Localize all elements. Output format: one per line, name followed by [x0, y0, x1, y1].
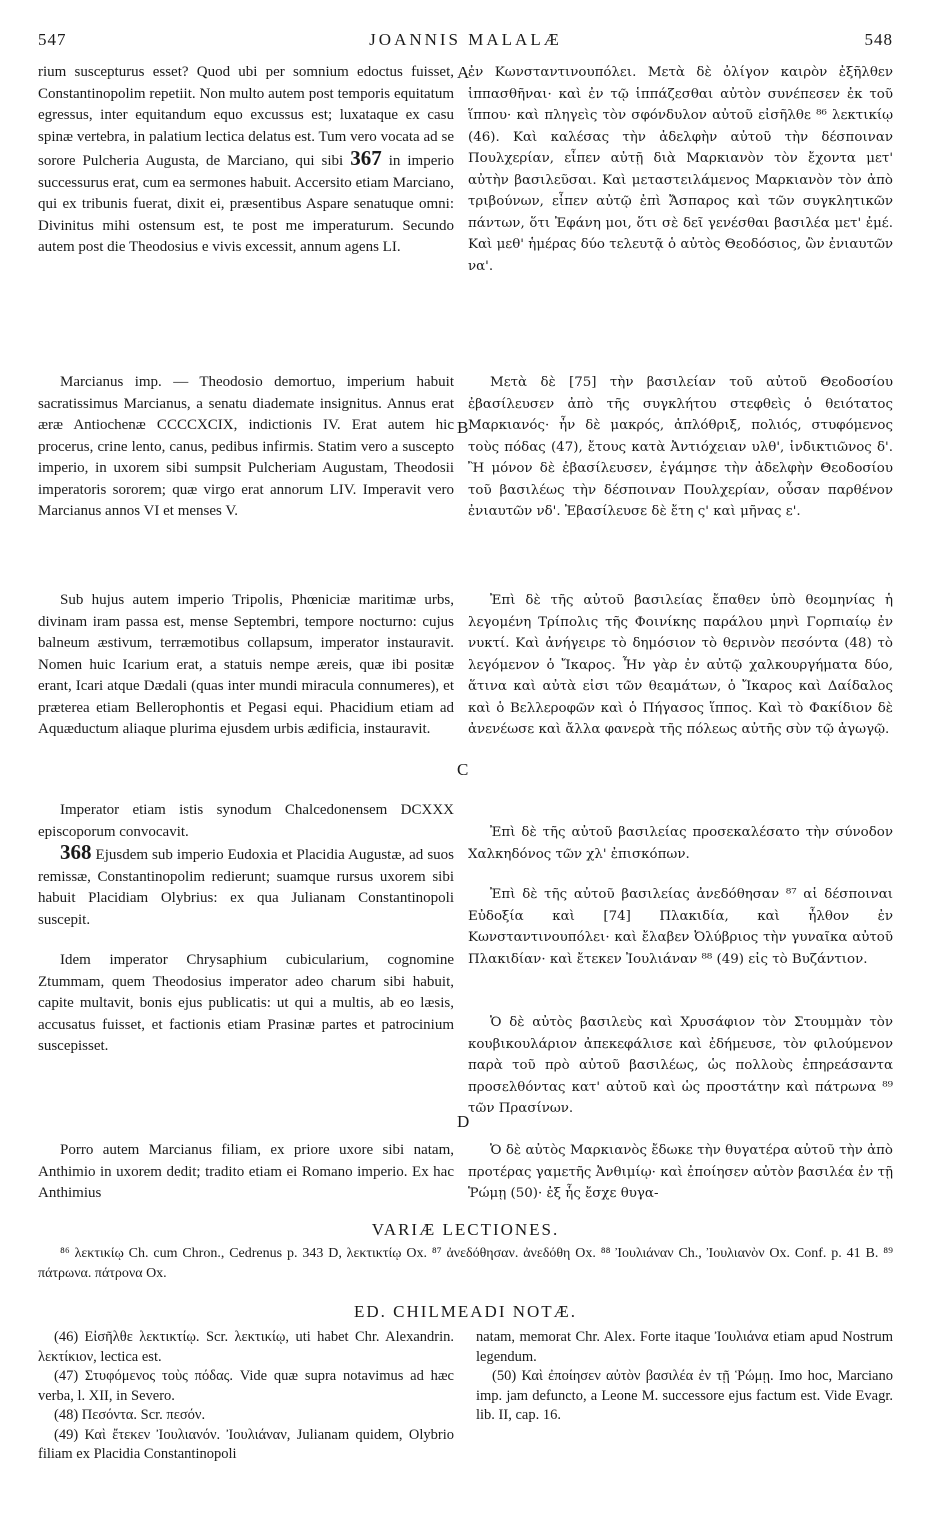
latin-paragraph-1 — [38, 62, 454, 259]
latin-text-1: rium suscepturus esset? Quod ubi per somnium edoctus fuisset, Constantinopolim repetiit. Non multo autem post temporis equitatum egressus, inter equitandum equo excussus est; luxataque ex casu spinæ vertebra, in palatium lectica delatus est. Tum vero vocata ad se sorore Pulcheria Augusta, de Marciano, qui sibi — [38, 64, 454, 169]
margin-marker-d: D — [457, 1112, 470, 1131]
latin-paragraph-3: Sub hujus autem imperio Tripolis, Phœniciæ maritimæ urbs, divinam iram passa est, mense Septembri, tempore nocturno: cujus balneum æstivum, terræmotibus collapsum, imperator instauravit. Nomen huic Icarium erat, a statuis nempe æreis, quæ ibi positæ erant, Icari atque Dædali (quas inter mundi miracula connumeres), et præterea etiam Bellerophontis et Pegasi equi. Phacidium etiam ad Aquæductum aliaque plurima ejusdem urbis ædificia, instauravit. — [38, 592, 454, 737]
note-47: (47) Στυφόμενος τοὺς πόδας. Vide quæ supra notavimus ad hæc verba, l. XII, in Severo. — [38, 1368, 454, 1404]
note-49: (49) Καὶ ἔτεκεν Ἰουλιανόν. Ἰουλιάναν, Julianam quidem, Olybrio filiam ex Placidia Constantinopoli — [38, 1426, 454, 1462]
page-number-right: 548 — [864, 30, 893, 49]
latin-column — [38, 62, 454, 1227]
margin-marker-b: B — [457, 418, 469, 437]
note-49-continued: natam, memorat Chr. Alex. Forte itaque Ἰουλιάνα etiam apud Nostrum legendum. — [476, 1329, 893, 1365]
latin-text-5: Ejusdem sub imperio Eudoxia et Placidia Augustæ, ad suos remissæ, Constantinopolim redierunt; suamque rursus uxorem sibi habuit Placidiam Olybrius: ex qua Julianam Constantinopoli suscepit. — [38, 847, 454, 928]
greek-paragraph-4: Ἐπὶ δὲ τῆς αὐτοῦ βασιλείας προσεκαλέσατο τὴν σύνοδον Χαλκηδόνος τῶν χλ' ἐπισκόπων. — [468, 825, 893, 862]
latin-paragraph-6: Idem imperator Chrysaphium cubicularium, cognomine Ztummam, quem Theodosius imperator adeo charum sibi habuit, capite multavit, bonis ejus publicatis: ut qui a multis, ab eo læsis, accusatus fuisset, et factionis etiam Prasinæ partes et patrocinium suscepisset. — [38, 952, 454, 1054]
latin-paragraph-5 — [38, 842, 454, 931]
notae-left-column — [38, 1328, 454, 1465]
greek-paragraph-6: Ὁ δὲ αὐτὸς βασιλεὺς καὶ Χρυσάφιον τὸν Στουμμὰν τὸν κουβικουλάριον ἀπεκεφάλισε καὶ ἐδήμευσε, τὸν φιλούμενον παρὰ τοῦ πρὸ αὐτοῦ βασιλέως, ὡς πολλοὺς ἐπηρεάσαντα προσελθόντας κατ' αὐτοῦ καὶ ὡς προστάτην καὶ πάτρωνα ⁸⁹ τῶν Πρασίνων. — [468, 1015, 893, 1116]
note-50: (50) Καὶ ἐποίησεν αὐτὸν βασιλέα ἐν τῇ Ῥώμῃ. Imo hoc, Marciano imp. jam defuncto, a Leone M. successore ejus factum est. Vide Evagr. lib. II, cap. 16. — [476, 1368, 893, 1423]
section-number-367: 367 — [350, 146, 382, 170]
section-number-368: 368 — [60, 840, 92, 864]
margin-marker-c: C — [457, 760, 469, 779]
margin-marker-a: A — [457, 63, 470, 82]
latin-paragraph-2: Marcianus imp. — Theodosio demortuo, imperium habuit sacratissimus Marcianus, a senatu diademate insignitus. Annus erat æræ Antiochenæ CCCCXCIX, indictionis IV. Erat autem hic procerus, crine lento, canus, pedibus infirmis. Statim vero a suscepto imperio, in uxorem sibi sumpsit Pulcheriam Augustam, Theodosii imperatoris sororem; quæ virgo erat annorum LIV. Imperavit vero Marcianus annos VI et menses V. — [38, 374, 454, 519]
greek-paragraph-2: Μετὰ δὲ [75] τὴν βασιλείαν τοῦ αὐτοῦ Θεοδοσίου ἐβασίλευσεν ἀπὸ τῆς συγκλήτου στεφθεὶς ὁ θειότατος Μαρκιανός· ἦν δὲ μακρός, ἁπλόθριξ, πολιός, στυφόμενος τοὺς πόδας (47), ἔτους κατὰ Ἀντιόχειαν υλθ', ἰνδικτιῶνος δ'. Ἢ μόνον δὲ ἐβασίλευσεν, ἐγάμησε τὴν ἀδελφὴν Θεοδοσίου τοῦ βασιλέως τὴν δέσποιναν Πουλχερίαν, οὖσαν παρθένον ἐνιαυτῶν νδ'. Ἐβασίλευσε δὲ ἔτη ς' καὶ μῆνας ε'. — [468, 375, 893, 519]
latin-paragraph-4: Imperator etiam istis synodum Chalcedonensem DCXXX episcoporum convocavit. — [38, 802, 454, 840]
greek-column — [468, 62, 893, 1227]
latin-paragraph-7: Porro autem Marcianus filiam, ex priore uxore sibi natam, Anthimio in uxorem dedit; tradito etiam ei Romano imperio. Ex hac Anthimius — [38, 1142, 454, 1201]
greek-paragraph-1: ἐν Κωνσταντινουπόλει. Μετὰ δὲ ὀλίγον καιρὸν ἐξῆλθεν ἱππασθῆναι· καὶ ἐν τῷ ἱππάζεσθαι αὐτὸν συνέπεσεν ἐκ τοῦ ἵππου· καὶ πληγεὶς τὸν σφόνδυλον αὐτοῦ εἰσῆλθε ⁸⁶ λεκτικίῳ (46). Καὶ καλέσας τὴν ἀδελφὴν αὐτοῦ τὴν δέσποιναν Πουλχερίαν, εἶπεν αὐτῇ διὰ Μαρκιανὸν τὸν ἔχοντα μετ' αὐτὴν βασιλεῦσαι. Καὶ μεταστειλάμενος Μαρκιανὸν τὸν ἀπὸ τριβούνων, εἶπεν αὐτῷ ἐπὶ Ἄσπαρος καὶ τῶν συγκλητικῶν πάντων, ὅτι Ἐφάνη μοι, ὅτι σὲ δεῖ γενέσθαι βασιλέα μετ' ἐμέ. Καὶ μεθ' ἡμέρας δύο τελευτᾷ ὁ αὐτὸς Θεοδόσιος, ὢν ἐνιαυτῶν να'. — [468, 65, 893, 274]
notae-right-column — [476, 1328, 893, 1426]
greek-paragraph-7: Ὁ δὲ αὐτὸς Μαρκιανὸς ἔδωκε τὴν θυγατέρα αὐτοῦ τὴν ἀπὸ προτέρας γαμετῆς Ἀνθιμίῳ· καὶ ἐποίησεν αὐτὸν βασιλέα ἐν τῇ Ῥώμῃ (50)· ἐξ ἧς ἔσχε θυγα- — [468, 1143, 893, 1201]
latin-text-1b: in imperio successurus erat, cum ea sermones habuit. Accersito etiam Marciano, qui ex tribunis fuerat, dixit ei, præsentibus Aspare senatuque omni: Divinitus mihi ostensum est, te post me imperaturum. Secundo autem post die Theodosius e vivis excessit, annum agens LI. — [38, 153, 455, 255]
variae-lectiones-text: ⁸⁶ λεκτικίῳ Ch. cum Chron., Cedrenus p. 343 D, λεκτικτίῳ Ox. ⁸⁷ ἀνεδόθησαν. ἀνεδόθη Ox. ⁸⁸ Ἰουλιάναν Ch., Ἰουλιανὸν Ox. Conf. p. 41 B. ⁸⁹ πάτρωνα. πάτρονα Ox. — [38, 1246, 893, 1281]
note-46: (46) Εἰσῆλθε λεκτικτίῳ. Scr. λεκτικίῳ, uti habet Chr. Alexandrin. λεκτίκιον, lectica est. — [38, 1329, 454, 1365]
notae-title: ED. CHILMEADI NOTÆ. — [353, 1302, 578, 1321]
page-number-left: 547 — [38, 30, 67, 49]
greek-paragraph-3: Ἐπὶ δὲ τῆς αὐτοῦ βασιλείας ἔπαθεν ὑπὸ θεομηνίας ἡ λεγομένη Τρίπολις τῆς Φοινίκης παράλου μηνὶ Γορπιαίῳ ἐν νυκτί. Καὶ ἀνήγειρε τὸ δημόσιον τὸ θερινὸν πεσόντα (48) τὸ λεγόμενον ὁ Ἴκαρος. Ἦν γὰρ ἐν αὐτῷ χαλκουργήματα δύο, ἅτινα καὶ αὐτὰ εἰσι τῶν θεαμάτων, ὁ Ἴκαρος καὶ Δαίδαλος καὶ ὁ Βελλεροφῶν καὶ ὁ Πήγασος ἵππος. Καὶ τὸ Φακίδιον δὲ ἀνενέωσε καὶ ἄλλα φανερὰ τῆς πόλεως αὐτῆς σὺν τῷ ἀγωγῷ. — [468, 593, 893, 737]
variae-lectiones-title: VARIÆ LECTIONES. — [371, 1220, 560, 1239]
note-48: (48) Πεσόντα. Scr. πεσόν. — [54, 1407, 206, 1423]
running-title: JOANNIS MALALÆ — [369, 30, 562, 49]
running-header — [38, 30, 893, 56]
greek-paragraph-5: Ἐπὶ δὲ τῆς αὐτοῦ βασιλείας ἀνεδόθησαν ⁸⁷ αἱ δέσποιναι Εὐδοξία καὶ [74] Πλακιδία, καὶ ἦλθον ἐν Κωνσταντινουπόλει· καὶ ἔλαβεν Ὀλύβριος τὴν γυναῖκα αὐτοῦ Πλακιδίαν· καὶ ἔτεκεν Ἰουλιάναν ⁸⁸ (49) εἰς τὸ Βυζάντιον. — [468, 887, 893, 967]
